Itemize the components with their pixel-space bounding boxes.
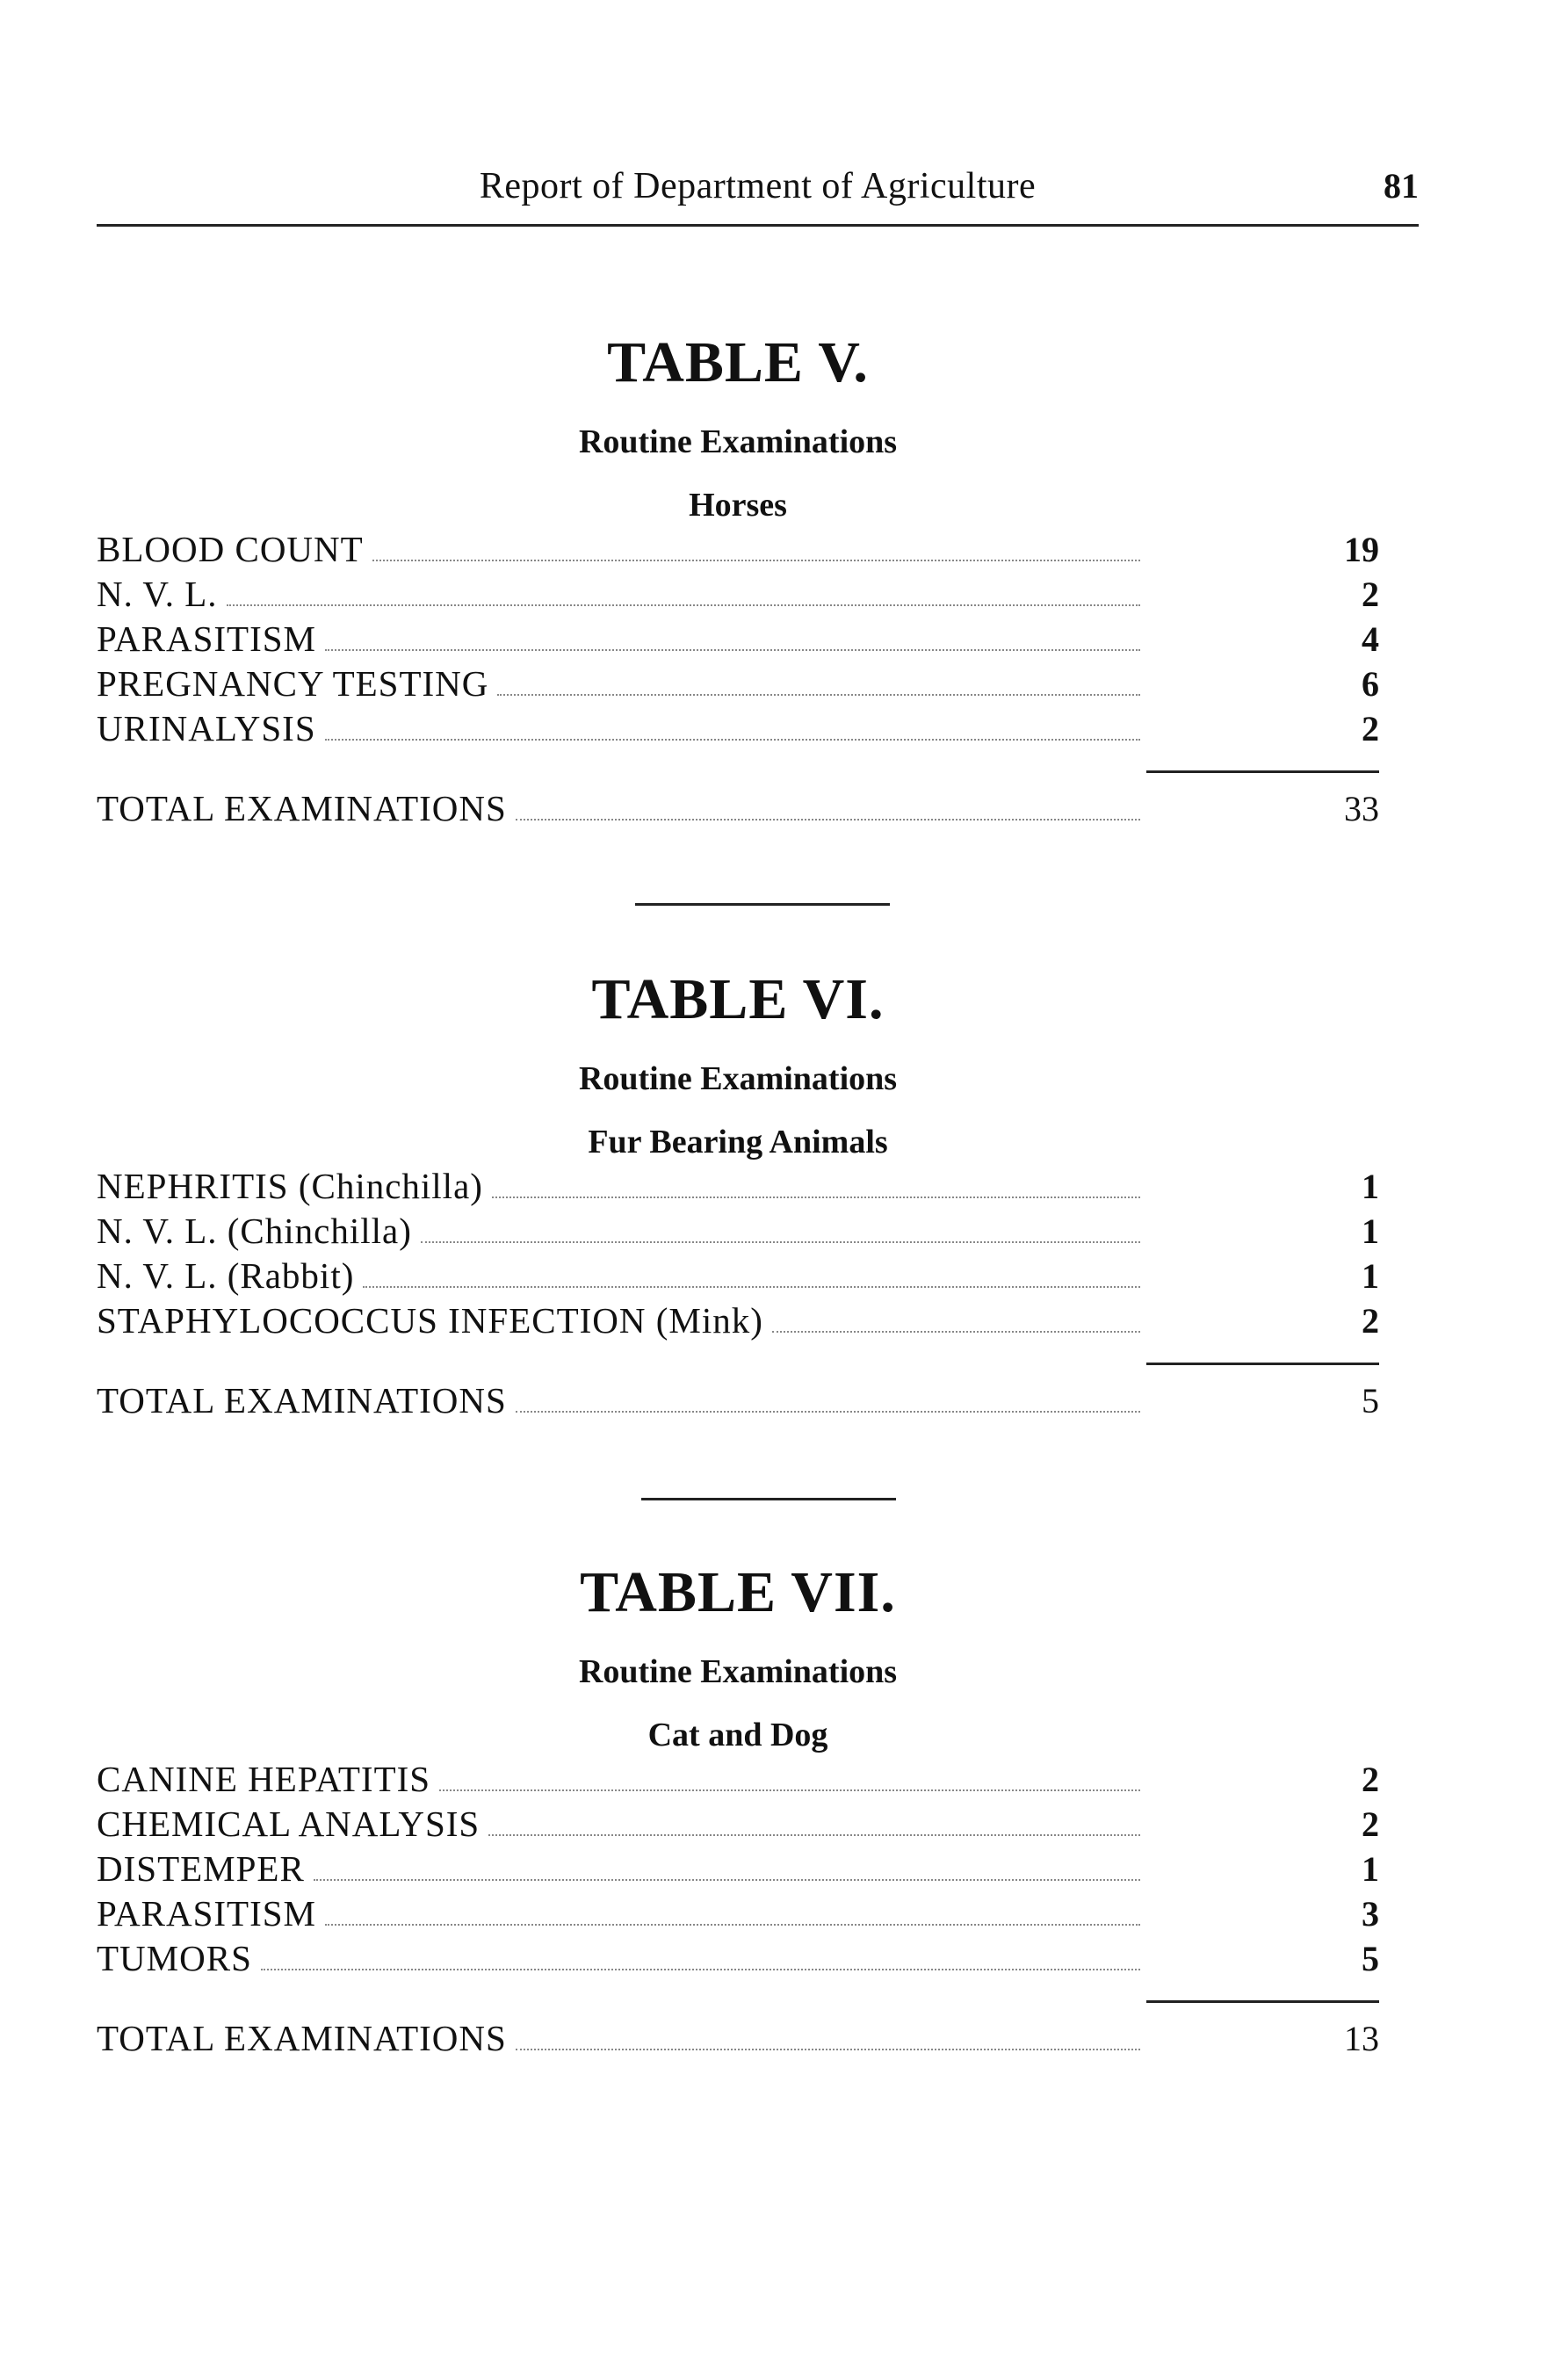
table-rows — [97, 1164, 1379, 1343]
section-separator — [641, 1498, 896, 1500]
dot-leader — [772, 1330, 1140, 1333]
total-row — [97, 2016, 1379, 2061]
table-row — [97, 1891, 1379, 1936]
row-label: CANINE HEPATITIS — [97, 1759, 431, 1799]
sum-rule — [1146, 770, 1379, 773]
table-row — [97, 1254, 1379, 1298]
dot-leader — [516, 818, 1140, 821]
row-value: 6 — [1362, 664, 1379, 704]
dot-leader — [516, 1410, 1140, 1413]
row-value: 2 — [1362, 1301, 1379, 1341]
table-title: TABLE VI. — [591, 967, 885, 1031]
dot-leader — [325, 648, 1140, 651]
dot-leader — [325, 738, 1140, 741]
total-row — [97, 1378, 1379, 1423]
table-row — [97, 527, 1379, 572]
header-rule — [97, 224, 1419, 227]
total-value: 5 — [1362, 1381, 1379, 1421]
row-value: 2 — [1362, 1760, 1379, 1799]
table-v — [97, 330, 1379, 831]
dot-leader — [314, 1878, 1140, 1881]
table-row — [97, 1757, 1379, 1802]
table-row — [97, 1802, 1379, 1847]
row-label: STAPHYLOCOCCUS INFECTION (Mink) — [97, 1300, 763, 1341]
dot-leader — [421, 1240, 1140, 1243]
table-row — [97, 1936, 1379, 1981]
table-row — [97, 1164, 1379, 1209]
total-value: 13 — [1344, 2019, 1379, 2058]
row-label: PARASITISM — [97, 618, 317, 659]
row-value: 2 — [1362, 575, 1379, 614]
table-row — [97, 617, 1379, 661]
total-row — [97, 786, 1379, 831]
table-title: TABLE V. — [607, 330, 869, 394]
row-value: 2 — [1362, 1804, 1379, 1844]
table-rows — [97, 1757, 1379, 1981]
running-head — [97, 165, 1419, 227]
row-value: 2 — [1362, 709, 1379, 748]
row-label: URINALYSIS — [97, 708, 316, 748]
table-category: Cat and Dog — [647, 1717, 828, 1753]
dot-leader — [439, 1789, 1140, 1791]
total-label: TOTAL EXAMINATIONS — [97, 788, 507, 828]
sum-rule — [1146, 2000, 1379, 2003]
dot-leader — [516, 2048, 1140, 2050]
dot-leader — [227, 604, 1141, 606]
row-label: N. V. L. (Rabbit) — [97, 1255, 355, 1296]
row-label: NEPHRITIS (Chinchilla) — [97, 1166, 483, 1206]
row-value: 3 — [1362, 1894, 1379, 1934]
row-label: PREGNANCY TESTING — [97, 663, 489, 704]
row-value: 4 — [1362, 619, 1379, 659]
table-row — [97, 661, 1379, 706]
row-label: N. V. L. (Chinchilla) — [97, 1211, 412, 1251]
row-label: PARASITISM — [97, 1893, 317, 1934]
table-subtitle: Routine Examinations — [578, 423, 898, 460]
sum-rule — [1146, 1363, 1379, 1365]
row-value: 1 — [1362, 1849, 1379, 1889]
table-rows — [97, 527, 1379, 751]
section-separator — [635, 903, 890, 906]
total-value: 33 — [1344, 789, 1379, 828]
table-subtitle: Routine Examinations — [578, 1060, 898, 1097]
table-vi — [97, 967, 1379, 1423]
dot-leader — [363, 1285, 1140, 1288]
row-value: 1 — [1362, 1167, 1379, 1206]
table-row — [97, 706, 1379, 751]
total-label: TOTAL EXAMINATIONS — [97, 1380, 507, 1421]
running-title: Report of Department of Agriculture — [479, 166, 1037, 206]
row-label: TUMORS — [97, 1938, 252, 1978]
table-row — [97, 1298, 1379, 1343]
row-value: 1 — [1362, 1256, 1379, 1296]
row-label: CHEMICAL ANALYSIS — [97, 1804, 481, 1844]
table-category: Horses — [689, 487, 787, 524]
row-value: 19 — [1344, 530, 1379, 569]
page-number: 81 — [1384, 166, 1419, 206]
dot-leader — [261, 1968, 1140, 1970]
table-subtitle: Routine Examinations — [578, 1653, 898, 1690]
dot-leader — [492, 1196, 1140, 1198]
table-row — [97, 1847, 1379, 1891]
total-label: TOTAL EXAMINATIONS — [97, 2018, 507, 2058]
table-vii — [97, 1560, 1379, 2061]
row-value: 1 — [1362, 1211, 1379, 1251]
row-label: BLOOD COUNT — [97, 529, 364, 569]
row-label: DISTEMPER — [97, 1848, 305, 1889]
row-label: N. V. L. — [97, 574, 218, 614]
dot-leader — [325, 1923, 1140, 1926]
row-value: 5 — [1362, 1939, 1379, 1978]
table-row — [97, 572, 1379, 617]
dot-leader — [488, 1833, 1140, 1836]
dot-leader — [497, 693, 1140, 696]
table-title: TABLE VII. — [580, 1560, 896, 1624]
dot-leader — [372, 559, 1140, 561]
table-category: Fur Bearing Animals — [588, 1124, 888, 1160]
table-row — [97, 1209, 1379, 1254]
